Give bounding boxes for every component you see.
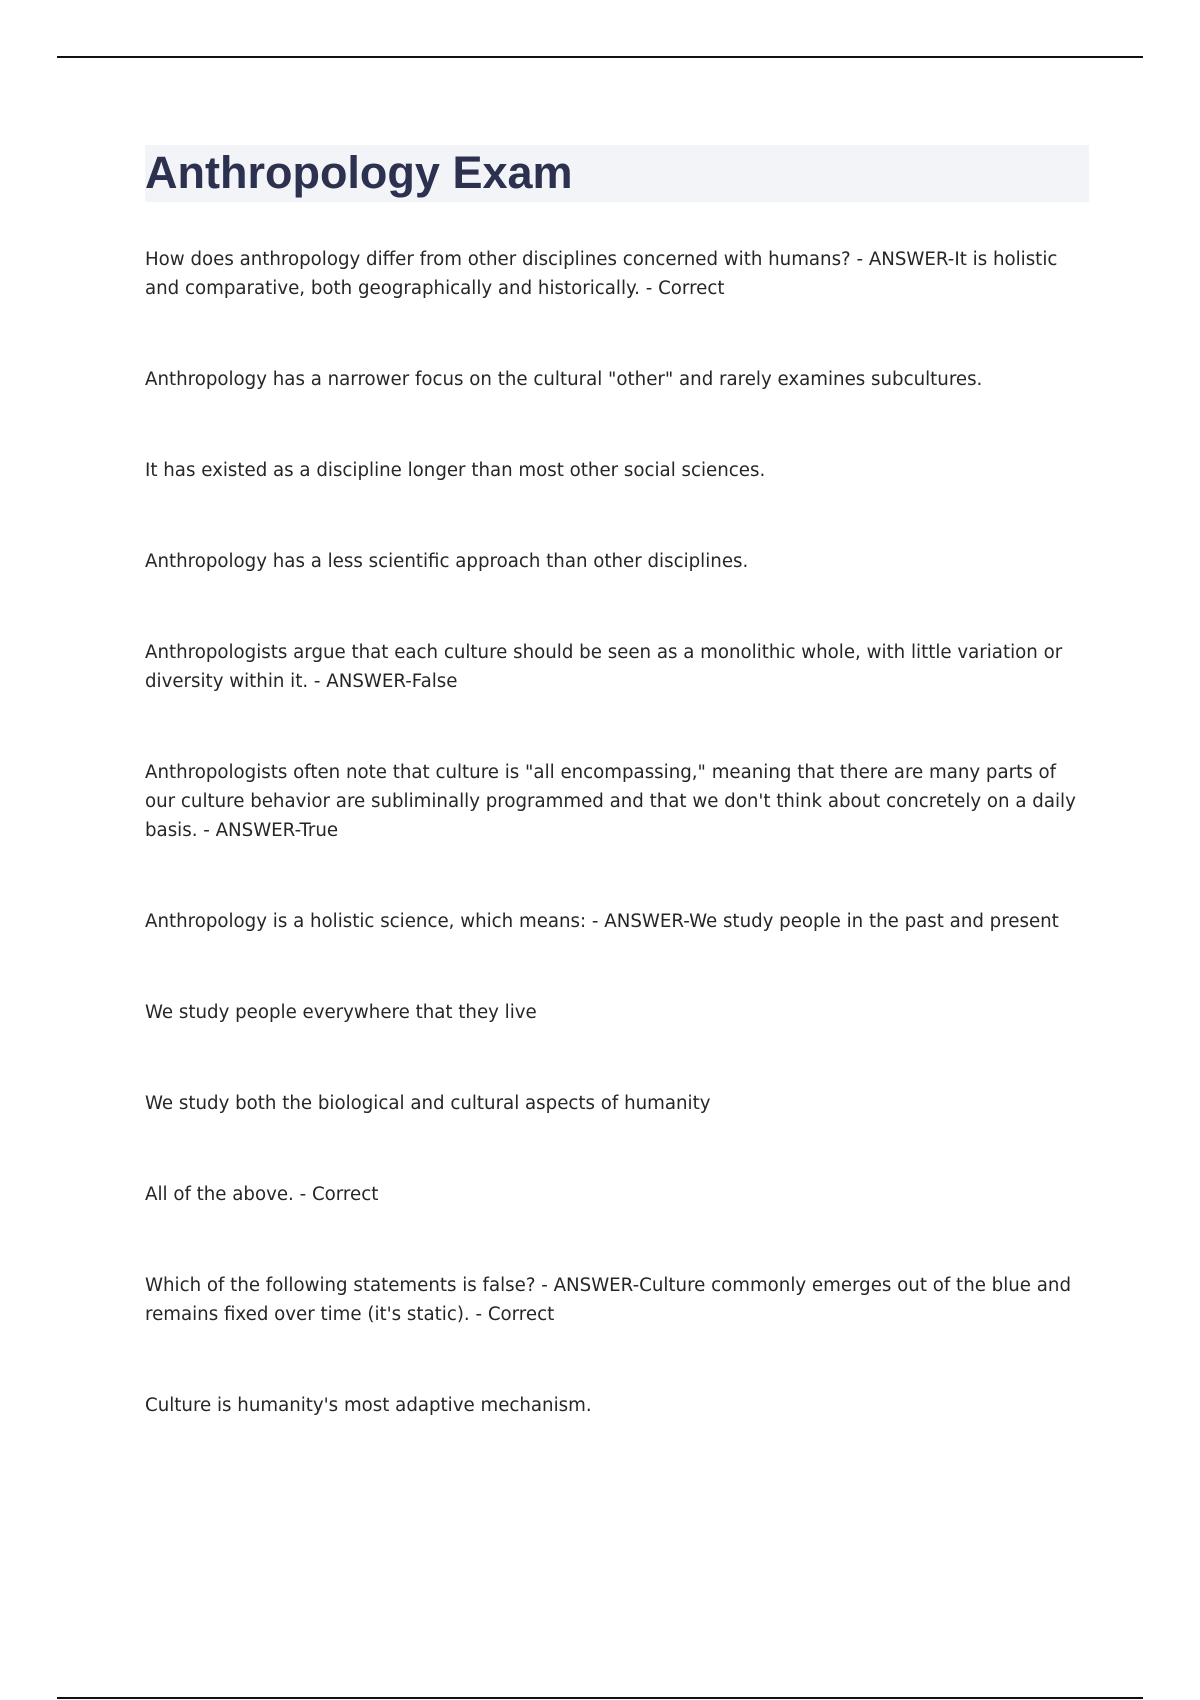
entry-6: Anthropologists often note that culture is "all encompassing," meaning that there are many parts of our culture behavior are subliminally programmed and that we don't think about concretely on a daily basis. - ANSWER-True: [145, 762, 1076, 841]
header-rule: [57, 56, 1143, 58]
entry-10: All of the above. - Correct: [145, 1184, 379, 1205]
entry-2: Anthropology has a narrower focus on the cultural "other" and rarely examines subcultures.: [145, 369, 983, 390]
entry-1: How does anthropology differ from other disciplines concerned with humans? - ANSWER-It is holistic and comparative, both geographically and historically. - Correct: [145, 249, 1058, 299]
entry-7: Anthropology is a holistic science, which means: - ANSWER-We study people in the past and present: [145, 911, 1059, 932]
footer-rule: [57, 1697, 1143, 1699]
entry-8: We study people everywhere that they live: [145, 1002, 537, 1023]
entry-12: Culture is humanity's most adaptive mechanism.: [145, 1395, 592, 1416]
document-body: [145, 245, 1090, 1482]
entry-9: We study both the biological and cultural aspects of humanity: [145, 1093, 711, 1114]
page-title: Anthropology Exam: [145, 147, 573, 198]
entry-4: Anthropology has a less scientific approach than other disciplines.: [145, 551, 749, 572]
entry-11: Which of the following statements is false? - ANSWER-Culture commonly emerges out of the blue and remains fixed over time (it's static). - Correct: [145, 1275, 1071, 1325]
entry-3: It has existed as a discipline longer than most other social sciences.: [145, 460, 766, 481]
entry-5: Anthropologists argue that each culture should be seen as a monolithic whole, with little variation or diversity within it. - ANSWER-False: [145, 642, 1063, 692]
